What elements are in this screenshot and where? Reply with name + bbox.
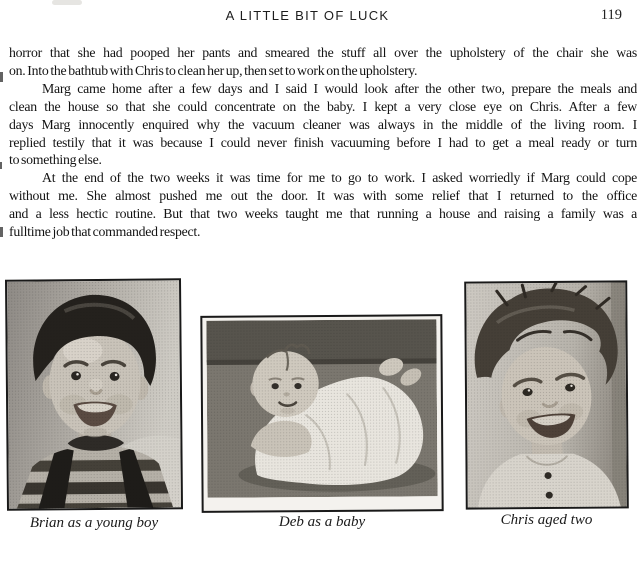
scan-smudge [52, 0, 82, 5]
text-line: on. Into the bathtub with Chris to clean her up, then set to work on the upholstery. [9, 62, 418, 78]
text-line: Marg came home after a few days and I said I would look after the other two, prepare the meals and [42, 80, 637, 96]
text-line: and a less hectic routine. But that two weeks taught me that running a house and raising a family was a [9, 206, 637, 222]
text-line: horror that she had pooped her pants and smeared the stuff all over the upholstery of the chair she was [9, 45, 637, 60]
text-line: days Marg innocently enquired why the vacuum cleaner was always in the middle of the living room. I [9, 116, 637, 132]
caption-deb: Deb as a baby [278, 514, 366, 530]
text-line: to something else. [9, 152, 102, 168]
photo-deb [200, 314, 443, 513]
text-line: clean the house so that she could concentrate on the baby. I kept a very close eye on Chris. After a few [9, 98, 637, 114]
scan-artifact [0, 162, 2, 169]
body-text [9, 44, 637, 241]
text-line: without me. She almost pushed me out the door. It was with some relief that I returned to the office [9, 188, 637, 204]
text-line: At the end of the two weeks it was time for me to go to work. I asked worriedly if Marg could cope [42, 170, 637, 186]
photo-brian [5, 278, 183, 511]
brian-photo-illustration [7, 280, 181, 508]
chris-photo-illustration [466, 282, 627, 507]
caption-chris: Chris aged two [500, 512, 593, 528]
scan-artifact [0, 72, 3, 82]
scan-artifact [0, 227, 3, 237]
photo-chris [464, 280, 629, 509]
deb-photo-illustration [206, 319, 437, 498]
caption-brian: Brian as a young boy [29, 515, 159, 531]
text-line: fulltime job that commanded respect. [9, 224, 201, 240]
text-line: replied testily that it was because I could never finish vacuuming before I had to get a meal ready or turn [9, 134, 637, 150]
running-header-title: A LITTLE BIT OF LUCK [225, 8, 390, 23]
page-number: 119 [600, 7, 622, 23]
